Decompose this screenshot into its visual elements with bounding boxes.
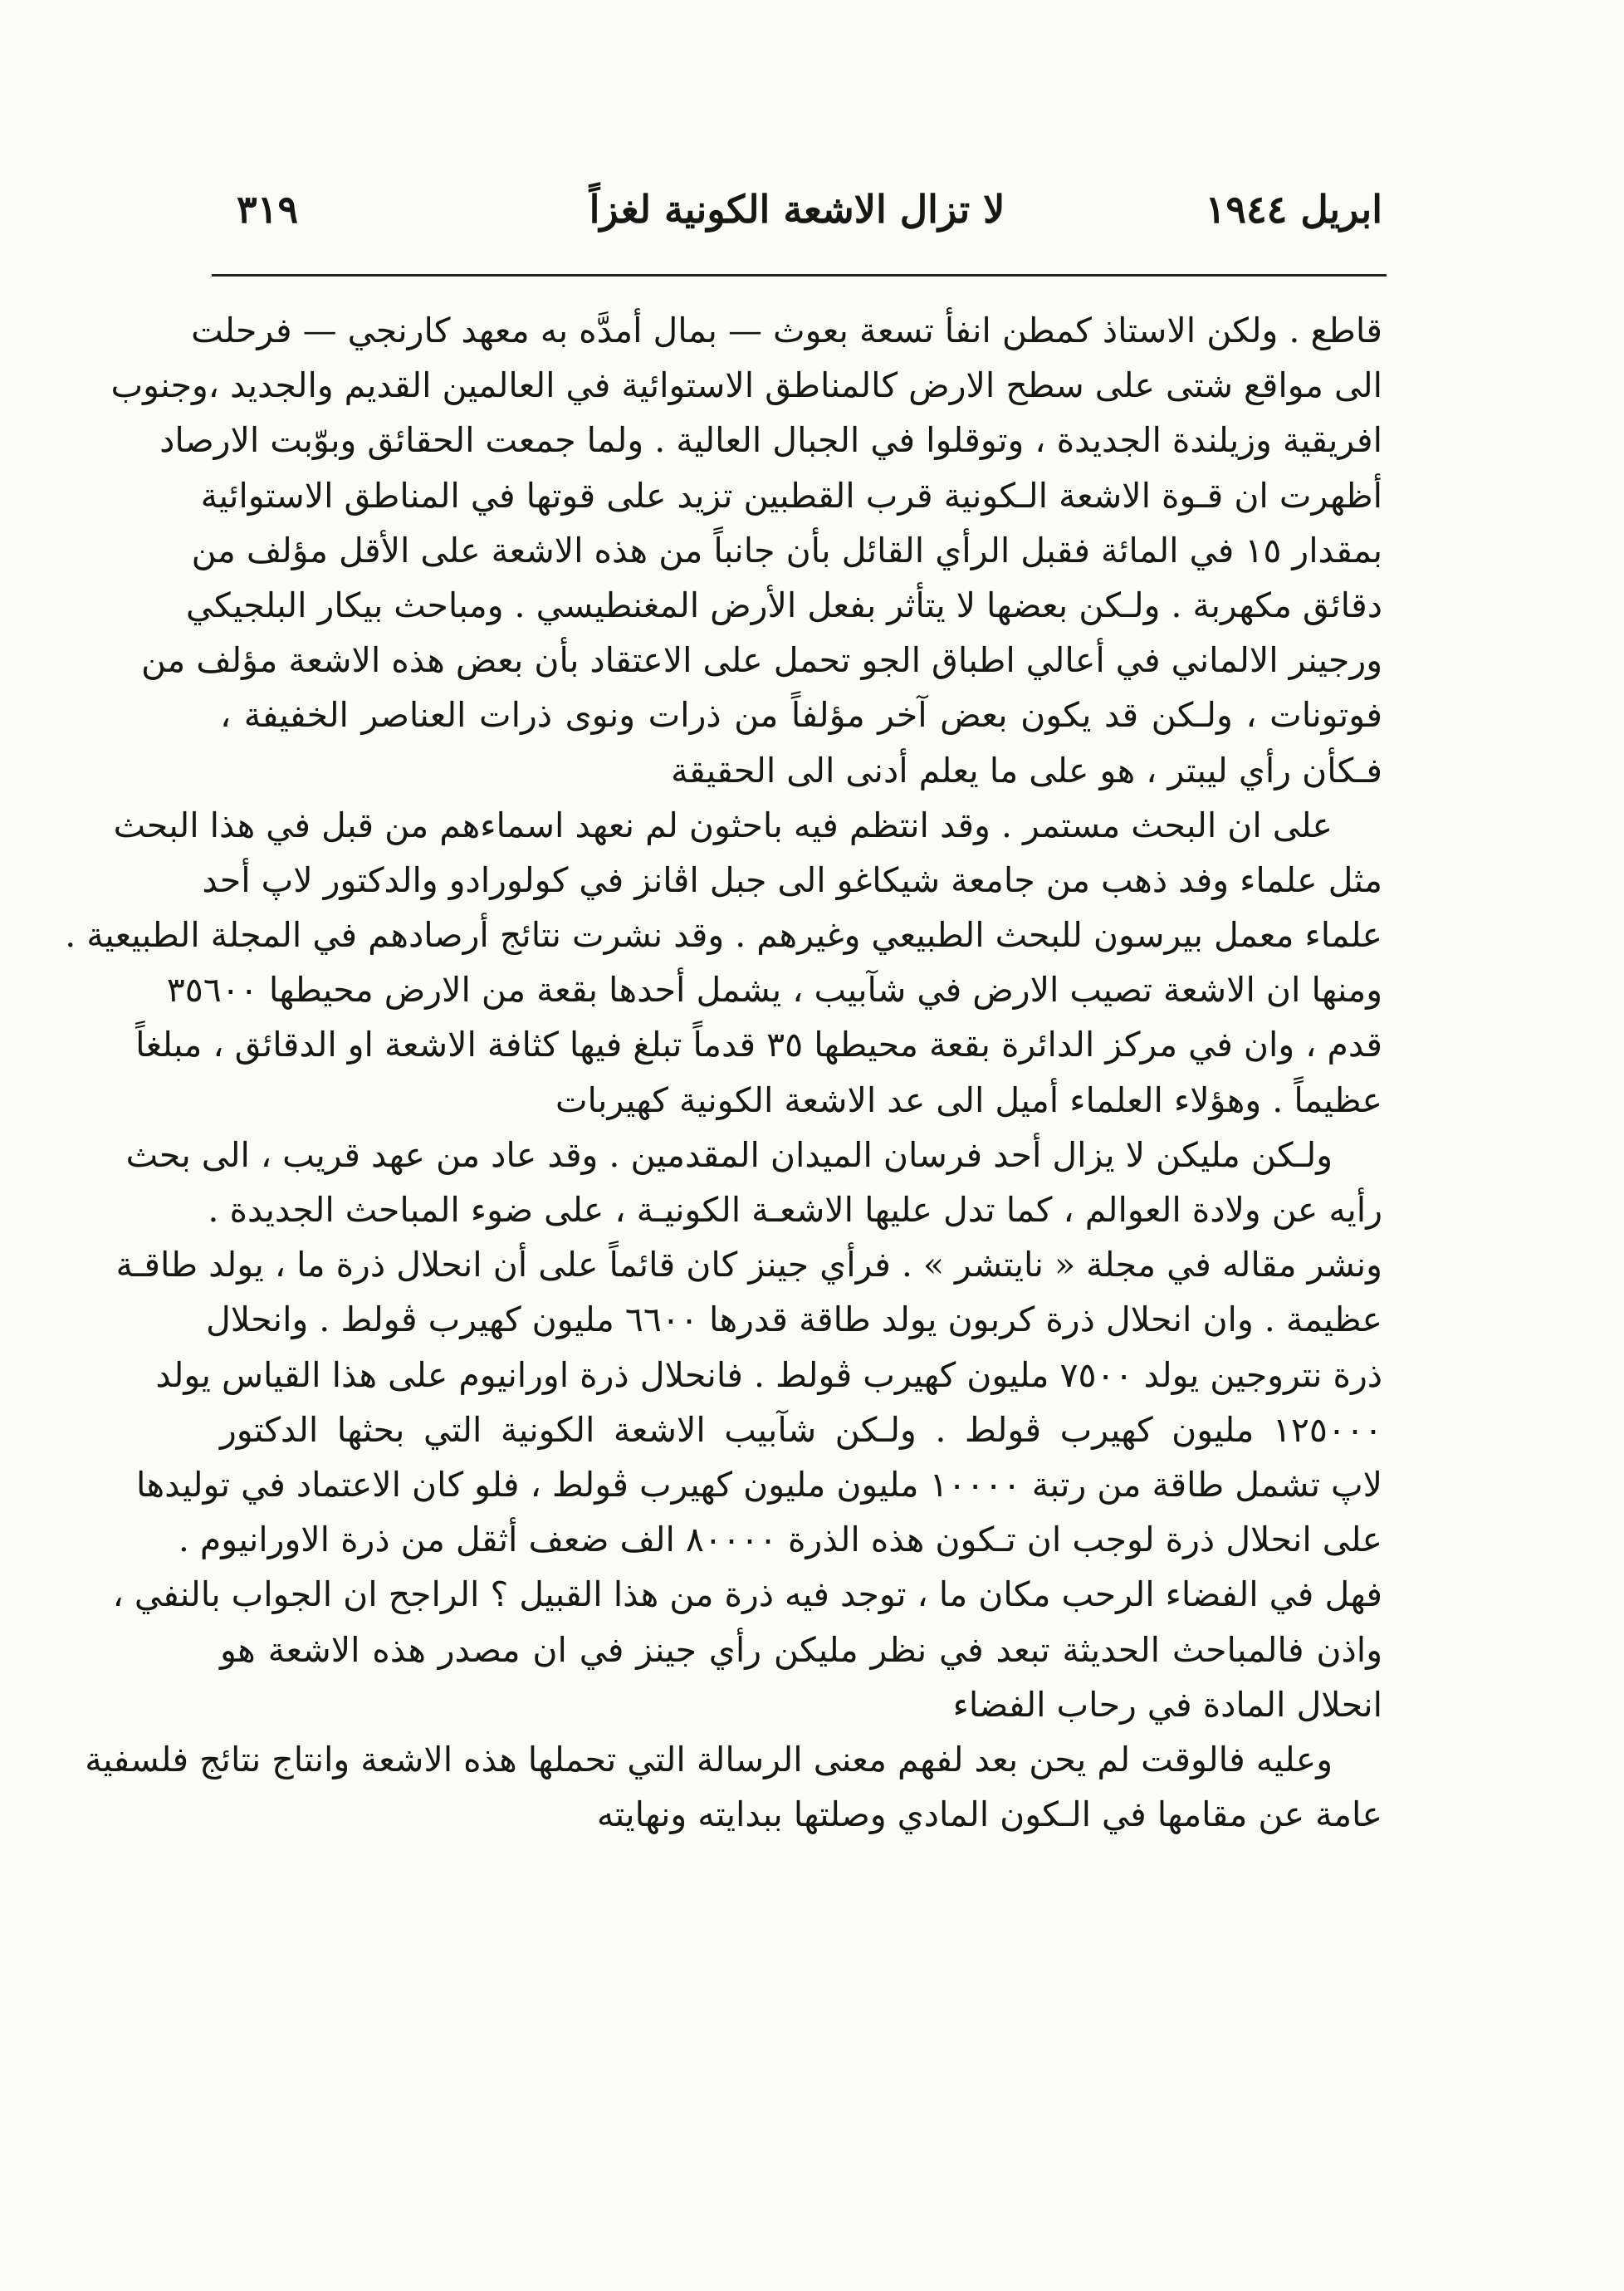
paragraph-3: [115, 1128, 1382, 1568]
paragraph-5: [85, 1732, 1382, 1842]
article-body: [65, 303, 1382, 1842]
text-line: بمقدار ١٥ في المائة فقبل الرأي القائل بأن جانباً من هذه الاشعة على الأقل مؤلف من: [191, 530, 1382, 570]
text-line: ونشر مقاله في مجلة « نايتشر » . فرأي جينز كان قائماً على أن انحلال ذرة ما ، يولد طاقـة: [115, 1245, 1382, 1285]
paragraph-1: [110, 303, 1382, 798]
header-title: لا تزال الاشعة الكونية لغزاً: [589, 187, 1005, 232]
text-line: لاپ تشمل طاقة من رتبة ١٠٠٠٠ مليون مليون كهيرب ڤولط ، فلو كان الاعتماد في توليدها: [136, 1464, 1382, 1505]
header-rule: [212, 274, 1387, 277]
text-line: ١٢٥٠٠٠ مليون كهيرب ڤولط . ولـكن شآبيب الاشعة الكونية التي بحثها الدكتور: [220, 1409, 1382, 1450]
page-number: ٣١٩: [237, 187, 299, 232]
text-line: على ان البحث مستمر . وقد انتظم فيه باحثون لم نعهد اسماءهم من قبل في هذا البحث: [113, 805, 1333, 845]
text-line: افريقية وزيلندة الجديدة ، وتوقلوا في الجبال العالية . ولما جمعت الحقائق وبوّبت الارصاد: [159, 420, 1382, 461]
text-line: فـكأن رأي ليبتر ، هو على ما يعلم أدنى الى الحقيقة: [671, 750, 1382, 791]
text-line: وعليه فالوقت لم يحن بعد لفهم معنى الرسالة التي تحملها هذه الاشعة وانتاج نتائج فلسفية: [85, 1739, 1333, 1779]
running-header: [212, 187, 1382, 245]
paragraph-4: [112, 1567, 1382, 1732]
text-line: عظيمة . وان انحلال ذرة كربون يولد طاقة قدرها ٦٦٠٠ مليون كهيرب ڤولط . وانحلال: [205, 1300, 1382, 1340]
text-line: قاطع . ولكن الاستاذ كمطن انفأ تسعة بعوث — بمال أمدَّه به معهد كارنجي — فرحلت: [191, 311, 1382, 350]
text-line: رأيه عن ولادة العوالم ، كما تدل عليها الاشعـة الكونيـة ، على ضوء المباحث الجديدة .: [208, 1190, 1382, 1230]
text-line: دقائق مكهربة . ولـكن بعضها لا يتأثر بفعل الأرض المغنطيسي . ومباحث بيكار البلجيكي: [186, 585, 1382, 625]
text-line: عامة عن مقامها في الـكون المادي وصلتها ببدايته ونهايته: [596, 1794, 1382, 1835]
text-line: فوتونات ، ولـكن قد يكون بعض آخر مؤلفاً من ذرات ونوى ذرات العناصر الخفيفة ،: [220, 695, 1382, 736]
text-line: قدم ، وان في مركز الدائرة بقعة محيطها ٣٥ قدماً تبلغ فيها كثافة الاشعة او الدقائق ، مبلغاً: [135, 1025, 1382, 1065]
text-line: مثل علماء وفد ذهب من جامعة شيكاغو الى جبل اڤانز في كولورادو والدكتور لاپ أحد: [202, 859, 1382, 900]
text-line: فهل في الفضاء الرحب مكان ما ، توجد فيه ذرة من هذا القبيل ؟ الراجح ان الجواب بالنفي ،: [112, 1574, 1382, 1615]
header-date: ابريل ١٩٤٤: [1205, 187, 1382, 232]
text-line: ورجينر الالماني في أعالي اطباق الجو تحمل على الاعتقاد بأن بعض هذه الاشعة مؤلف من: [141, 640, 1382, 681]
text-line: على انحلال ذرة لوجب ان تـكون هذه الذرة ٨٠٠٠٠ الف ضعف أثقل من ذرة الاورانيوم .: [178, 1520, 1382, 1560]
text-line: ذرة نتروجين يولد ٧٥٠٠ مليون كهيرب ڤولط . فانحلال ذرة اورانيوم على هذا القياس يولد: [155, 1354, 1382, 1395]
text-line: انحلال المادة في رحاب الفضاء: [952, 1684, 1382, 1725]
text-line: ولـكن مليكن لا يزال أحد فرسان الميدان المقدمين . وقد عاد من عهد قريب ، الى بحث: [125, 1134, 1333, 1175]
text-line: الى مواقع شتى على سطح الارض كالمناطق الاستوائية في العالمين القديم والجديد ،وجنوب: [110, 365, 1382, 406]
text-line: ومنها ان الاشعة تصيب الارض في شآبيب ، يشمل أحدها بقعة من الارض محيطها ٣٥٦٠٠: [166, 970, 1382, 1011]
paragraph-2: [65, 798, 1382, 1128]
text-line: عظيماً . وهؤلاء العلماء أميل الى عد الاشعة الكونية كهيربات: [555, 1079, 1382, 1120]
text-line: علماء معمل بيرسون للبحث الطبيعي وغيرهم . وقد نشرت نتائج أرصادهم في المجلة الطبيعية .: [65, 915, 1382, 956]
text-line: واذن فالمباحث الحديثة تبعد في نظر مليكن رأي جينز في ان مصدر هذه الاشعة هو: [220, 1629, 1382, 1670]
text-line: أظهرت ان قـوة الاشعة الـكونية قرب القطبين تزيد على قوتها في المناطق الاستوائية: [200, 475, 1382, 516]
